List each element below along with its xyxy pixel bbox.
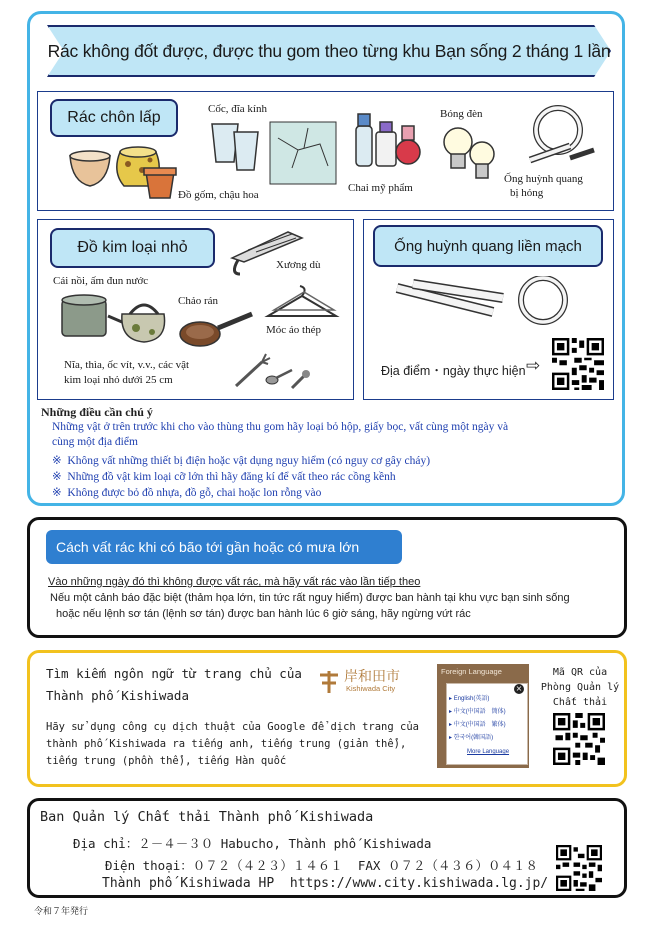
language-option-text: 한국어(韓国語) — [453, 735, 494, 741]
publication-note: 令和７年発行 — [34, 907, 89, 917]
org-name: Ban Quản lý Chất thải Thành phố Kishiwada — [40, 809, 374, 825]
location-label: Địa điểm・ngày thực hiện — [381, 364, 526, 378]
bulbs-label: Bóng đèn — [440, 108, 483, 120]
address-label: Địa chỉ — [73, 836, 126, 851]
qr-label-3: Chất thải — [552, 697, 608, 708]
small-metal-label: Nĩa, thìa, ốc vít, v.v., các vật — [64, 359, 190, 371]
note-line-2: Không vất những thiết bị điện hoặc vật dụng nguy hiểm (có nguy cơ gây cháy) — [67, 455, 431, 467]
lang-desc-1: Hãy sử dụng công cụ dịch thuật của Google để dịch trang của — [46, 721, 419, 733]
location-arrow: ⇨ — [526, 356, 541, 375]
phone-label: Điện thoại — [105, 858, 181, 873]
language-option-text: 中文(中国語 簡体) — [453, 709, 506, 715]
section-title: Rác không đốt được, được thu gom theo từng khu Bạn sống 2 tháng 1 lần — [47, 40, 611, 61]
tube-illustration — [393, 276, 583, 326]
note-bullet-3 — [52, 485, 321, 499]
small-metal-label-2: kim loại nhỏ dưới 25 cm — [64, 374, 173, 386]
bullet-mark: ※ — [52, 487, 62, 499]
waste-dept-qr-code[interactable] — [553, 713, 605, 765]
bullet-mark: ※ — [52, 455, 62, 467]
note-bullet-1 — [52, 453, 430, 467]
notes-title: Những điều cần chú ý — [41, 405, 153, 419]
close-icon[interactable]: × — [515, 684, 523, 693]
phone-value: ：０７２（４２３）１４６１ — [180, 858, 343, 873]
lang-desc-2: thành phố Kishiwada ra tiếng anh, tiếng trung (giản thể), — [46, 738, 407, 750]
cosmetics-illustration — [348, 108, 428, 180]
language-option-text: English(英語) — [453, 696, 490, 702]
language-options — [449, 693, 506, 745]
broken-tube-label-2: bị hỏng — [510, 187, 544, 199]
language-option[interactable]: ▸ 中文(中国語 簡体) — [449, 709, 506, 715]
broken-tube-label: Ống huỳnh quang — [504, 173, 583, 185]
storm-line-2: Nếu một cảnh báo đặc biệt (thảm họa lớn, tin tức rất nguy hiểm) được ban hành tại khu vực bạn sinh sống — [50, 592, 570, 604]
bullet-mark: ※ — [52, 471, 62, 483]
language-option[interactable]: ▸ 中文(中国語 繁体) — [449, 722, 506, 728]
hangers-label: Móc áo thép — [266, 324, 321, 336]
landfill-heading: Rác chôn lấp — [50, 99, 178, 137]
phone-line — [105, 856, 538, 874]
hangers-illustration — [264, 282, 340, 322]
qr-label-2: Phòng Quản lý — [540, 682, 620, 693]
metal-heading: Đồ kim loại nhỏ — [50, 228, 215, 268]
lang-title-2: Thành phố Kishiwada — [46, 688, 189, 703]
note-bullet-2 — [52, 469, 396, 483]
pots-illustration — [56, 290, 176, 352]
hp-line — [102, 876, 564, 891]
note-line-1b: cùng một địa điểm — [52, 436, 138, 448]
city-logo-jp: 岸和田市 — [344, 669, 400, 685]
note-line-4: Không được bỏ đồ nhựa, đồ gỗ, chai hoặc lon rỗng vào — [67, 487, 322, 499]
city-logo-en: Kishiwada City — [346, 684, 396, 693]
language-option[interactable]: ▸ English(英語) — [449, 696, 490, 702]
ceramics-illustration — [62, 142, 182, 202]
address-line — [73, 834, 431, 852]
broken-tube-illustration — [510, 102, 610, 172]
more-language-link[interactable]: More Language — [467, 749, 510, 755]
glass-label: Cốc, đĩa kính — [208, 103, 267, 115]
homepage-qr-code[interactable] — [556, 845, 602, 891]
address-value: ：２－４－３０ Habucho, Thành phố Kishiwada — [125, 836, 432, 851]
storm-line-3: hoặc nếu lệnh sơ tán (lệnh sơ tán) được ban hành lúc 6 giờ sáng, hãy ngừng vứt rác — [56, 608, 471, 620]
location-qr-code[interactable] — [552, 338, 604, 390]
bulbs-illustration — [440, 122, 500, 184]
hp-label: Thành phố Kishiwada HP — [102, 876, 275, 891]
umbrella-label: Xương dù — [276, 259, 321, 271]
fax-value: FAX ０７２（４３６）０４１８ — [357, 858, 538, 873]
pots-label: Cái nồi, ấm đun nước — [53, 275, 149, 287]
glass-illustration — [208, 118, 338, 188]
storm-line-1: Vào những ngày đó thì không được vất rác, mà hãy vất rác vào lần tiếp theo — [48, 576, 421, 588]
pan-label: Chảo rán — [178, 295, 219, 307]
language-widget-header: Foreign Language — [441, 667, 502, 676]
language-option[interactable]: ▸ 한국어(韓国語) — [449, 735, 494, 741]
note-line-3: Những đồ vật kim loại cỡ lớn thì hãy đăng kí để vất theo rác cồng kềnh — [67, 471, 396, 483]
tube-heading: Ống huỳnh quang liền mạch — [373, 225, 603, 267]
cutlery-illustration — [232, 352, 312, 392]
city-logo-icon — [318, 669, 340, 695]
lang-desc-3: tiếng trung (phồn thể), tiếng Hàn quốc — [46, 755, 287, 767]
cosmetics-label: Chai mỹ phẩm — [348, 182, 413, 194]
note-line-1: Những vật ở trên trước khi cho vào thùng thu gom hãy loại bỏ hộp, giấy bọc, vất cùng một ngày và — [52, 421, 509, 433]
lang-title-1: Tìm kiếm ngôn ngữ từ trang chủ của — [46, 666, 302, 681]
ceramics-label: Đồ gốm, chậu hoa — [178, 189, 259, 201]
pan-illustration — [176, 310, 256, 350]
language-option-text: 中文(中国語 繁体) — [453, 722, 506, 728]
storm-heading: Cách vất rác khi có bão tới gần hoặc có mưa lớn — [46, 530, 402, 564]
hp-url-link[interactable]: https://www.city.kishiwada.lg.jp/ — [289, 876, 549, 891]
qr-label-1: Mã QR của — [552, 667, 608, 678]
